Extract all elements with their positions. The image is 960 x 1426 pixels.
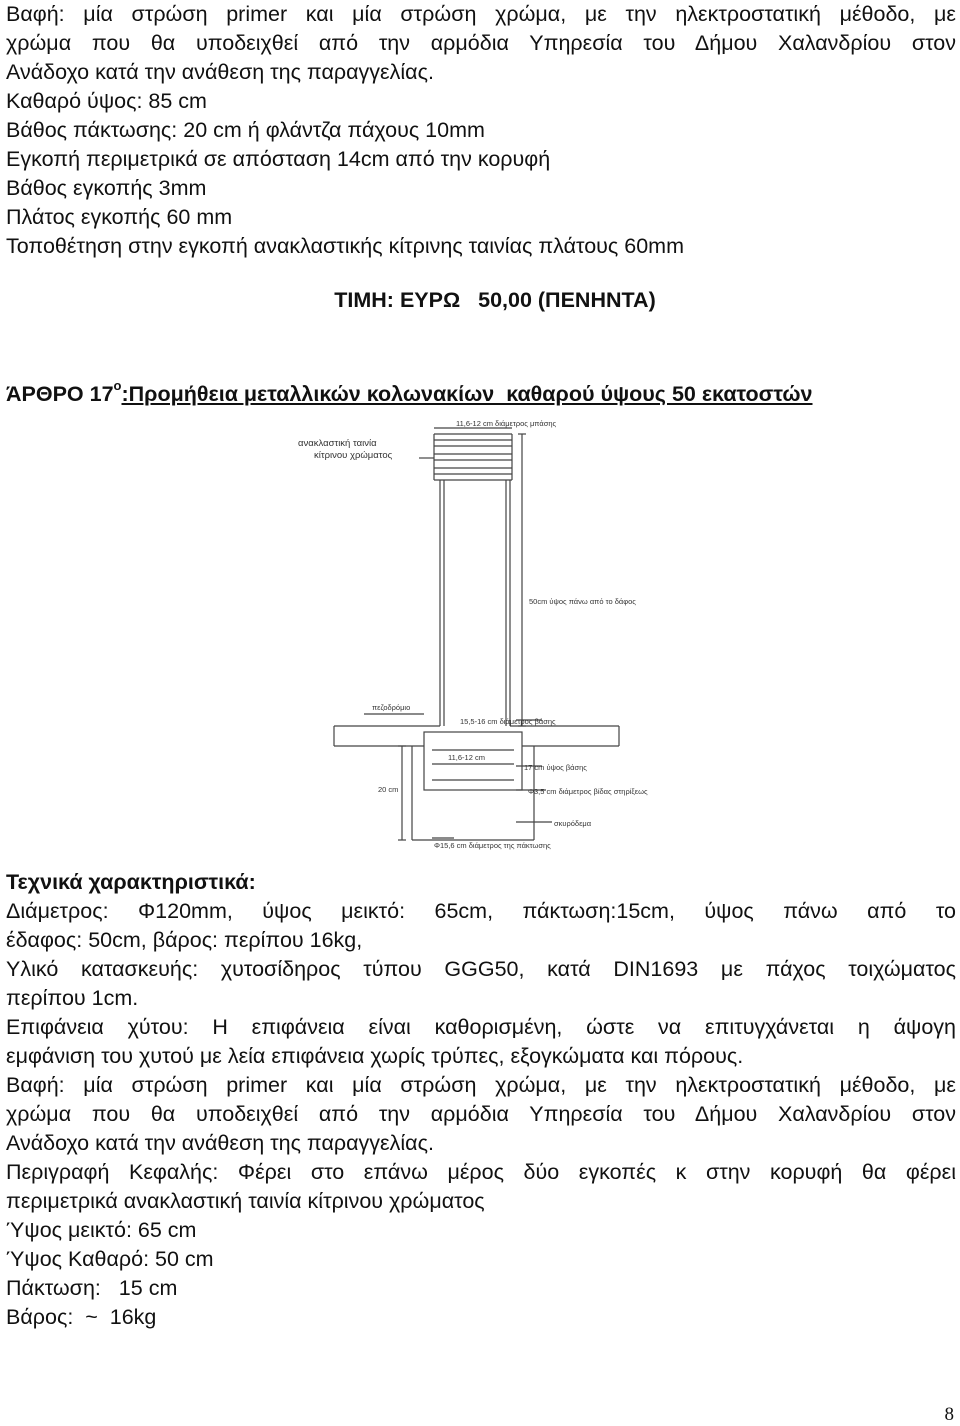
text-line: Βαφή: μία στρώση primer και μία στρώση χρώμα, με την ηλεκτροστατική μέθοδο, με [6,1073,956,1097]
text-line: χρώμα που θα υποδειχθεί από την αρμόδια Υπηρεσία του Δήμου Χαλανδρίου στον [6,1102,956,1126]
top-dimension-label: 11,6-12 cm διάμετρος μπάσης [456,419,557,428]
spec-item: Εγκοπή περιμετρικά σε απόσταση 14cm από την κορυφή [6,147,551,171]
summary-item: Βάρος: ~ 16kg [6,1305,157,1329]
spec-item: Τοποθέτηση στην εγκοπή ανακλαστικής κίτρινης ταινίας πλάτους 60mm [6,234,684,258]
tape-label-line1: ανακλαστική ταινία [298,438,377,449]
article-number: ΆΡΘΡΟ 17 [6,382,114,407]
article-heading [6,374,956,409]
text-line: περίπου 1cm. [6,986,139,1010]
ground-label: πεζοδρόμιο [372,703,411,712]
base-dimension-label: 15,5-16 cm διάμετρος βάσης [460,717,556,726]
article-superscript: ο [113,378,122,393]
bottom-dimension-label: Φ15,6 cm διάμετρος της πάκτωσης [434,841,551,850]
text-line: Περιγραφή Κεφαλής: Φέρει στο επάνω μέρος δύο εγκοπές κ στην κορυφή θα φέρει [6,1160,956,1184]
hole-dimension-label: Φ3,5 cm διάμετρος βίδας στηρίξεως [528,787,648,796]
text-line: περιμετρικά ανακλαστική ταινία κίτρινου χρώματος [6,1189,485,1213]
summary-item: Ύψος Καθαρό: 50 cm [6,1247,214,1271]
depth-dimension-label: 17 cm ύψος βάσης [524,763,587,772]
text-line: Επιφάνεια χύτου: Η επιφάνεια είναι καθορισμένη, ώστε να επιτυγχάνεται η άψογη [6,1015,956,1039]
text-line: Βαφή: μία στρώση primer και μία στρώση χρώμα, με την ηλεκτροστατική μέθοδο, με [6,2,956,26]
text-line: εμφάνιση του χυτού με λεία επιφάνεια χωρίς τρύπες, εξογκώματα και πόρους. [6,1044,744,1068]
text-line: Ανάδοχο κατά την ανάθεση της παραγγελίας. [6,60,434,84]
text-line: χρώμα που θα υποδειχθεί από την αρμόδια Υπηρεσία του Δήμου Χαλανδρίου στον [6,31,956,55]
text-line: Διάμετρος: Φ120mm, ύψος μεικτό: 65cm, πάκτωση:15cm, ύψος πάνω από το [6,899,956,923]
spec-item: Βάθος εγκοπής 3mm [6,176,207,200]
price-line: ΤΙΜΗ: ΕΥΡΩ 50,00 (ΠΕΝΗΝΤΑ) [334,288,656,312]
concrete-label: σκυρόδεμα [554,819,592,828]
spec-list [6,87,956,261]
paint-paragraph-top [6,0,956,87]
text-line: Ανάδοχο κατά την ανάθεση της παραγγελίας. [6,1131,434,1155]
inner-dimension-label: 11,6-12 cm [448,753,485,762]
summary-item: Πάκτωση: 15 cm [6,1276,178,1300]
page-number: 8 [944,1404,954,1425]
depth-20-label: 20 cm [378,785,399,794]
spec-item: Βάθος πάκτωσης: 20 cm ή φλάντζα πάχους 10mm [6,118,485,142]
article-title: :Προμήθεια μεταλλικών κολωνακίων καθαρού ύψους 50 εκατοστών [121,382,813,407]
tape-label-line2: κίτρινου χρώματος [314,450,393,461]
summary-item: Ύψος μεικτό: 65 cm [6,1218,197,1242]
spec-item: Πλάτος εγκοπής 60 mm [6,205,233,229]
spec-item: Καθαρό ύψος: 85 cm [6,89,207,113]
text-line: έδαφος: 50cm, βάρος: περίπου 16kg, [6,928,363,952]
text-line: Υλικό κατασκευής: χυτοσίδηρος τύπου GGG50, κατά DIN1693 με πάχος τοιχώματος [6,957,956,981]
bollard-drawing [284,414,680,866]
tech-body [6,897,956,1332]
tech-heading: Τεχνικά χαρακτηριστικά: [6,870,256,894]
height-dimension-label: 50cm ύψος πάνω από το δάφος [529,597,636,606]
